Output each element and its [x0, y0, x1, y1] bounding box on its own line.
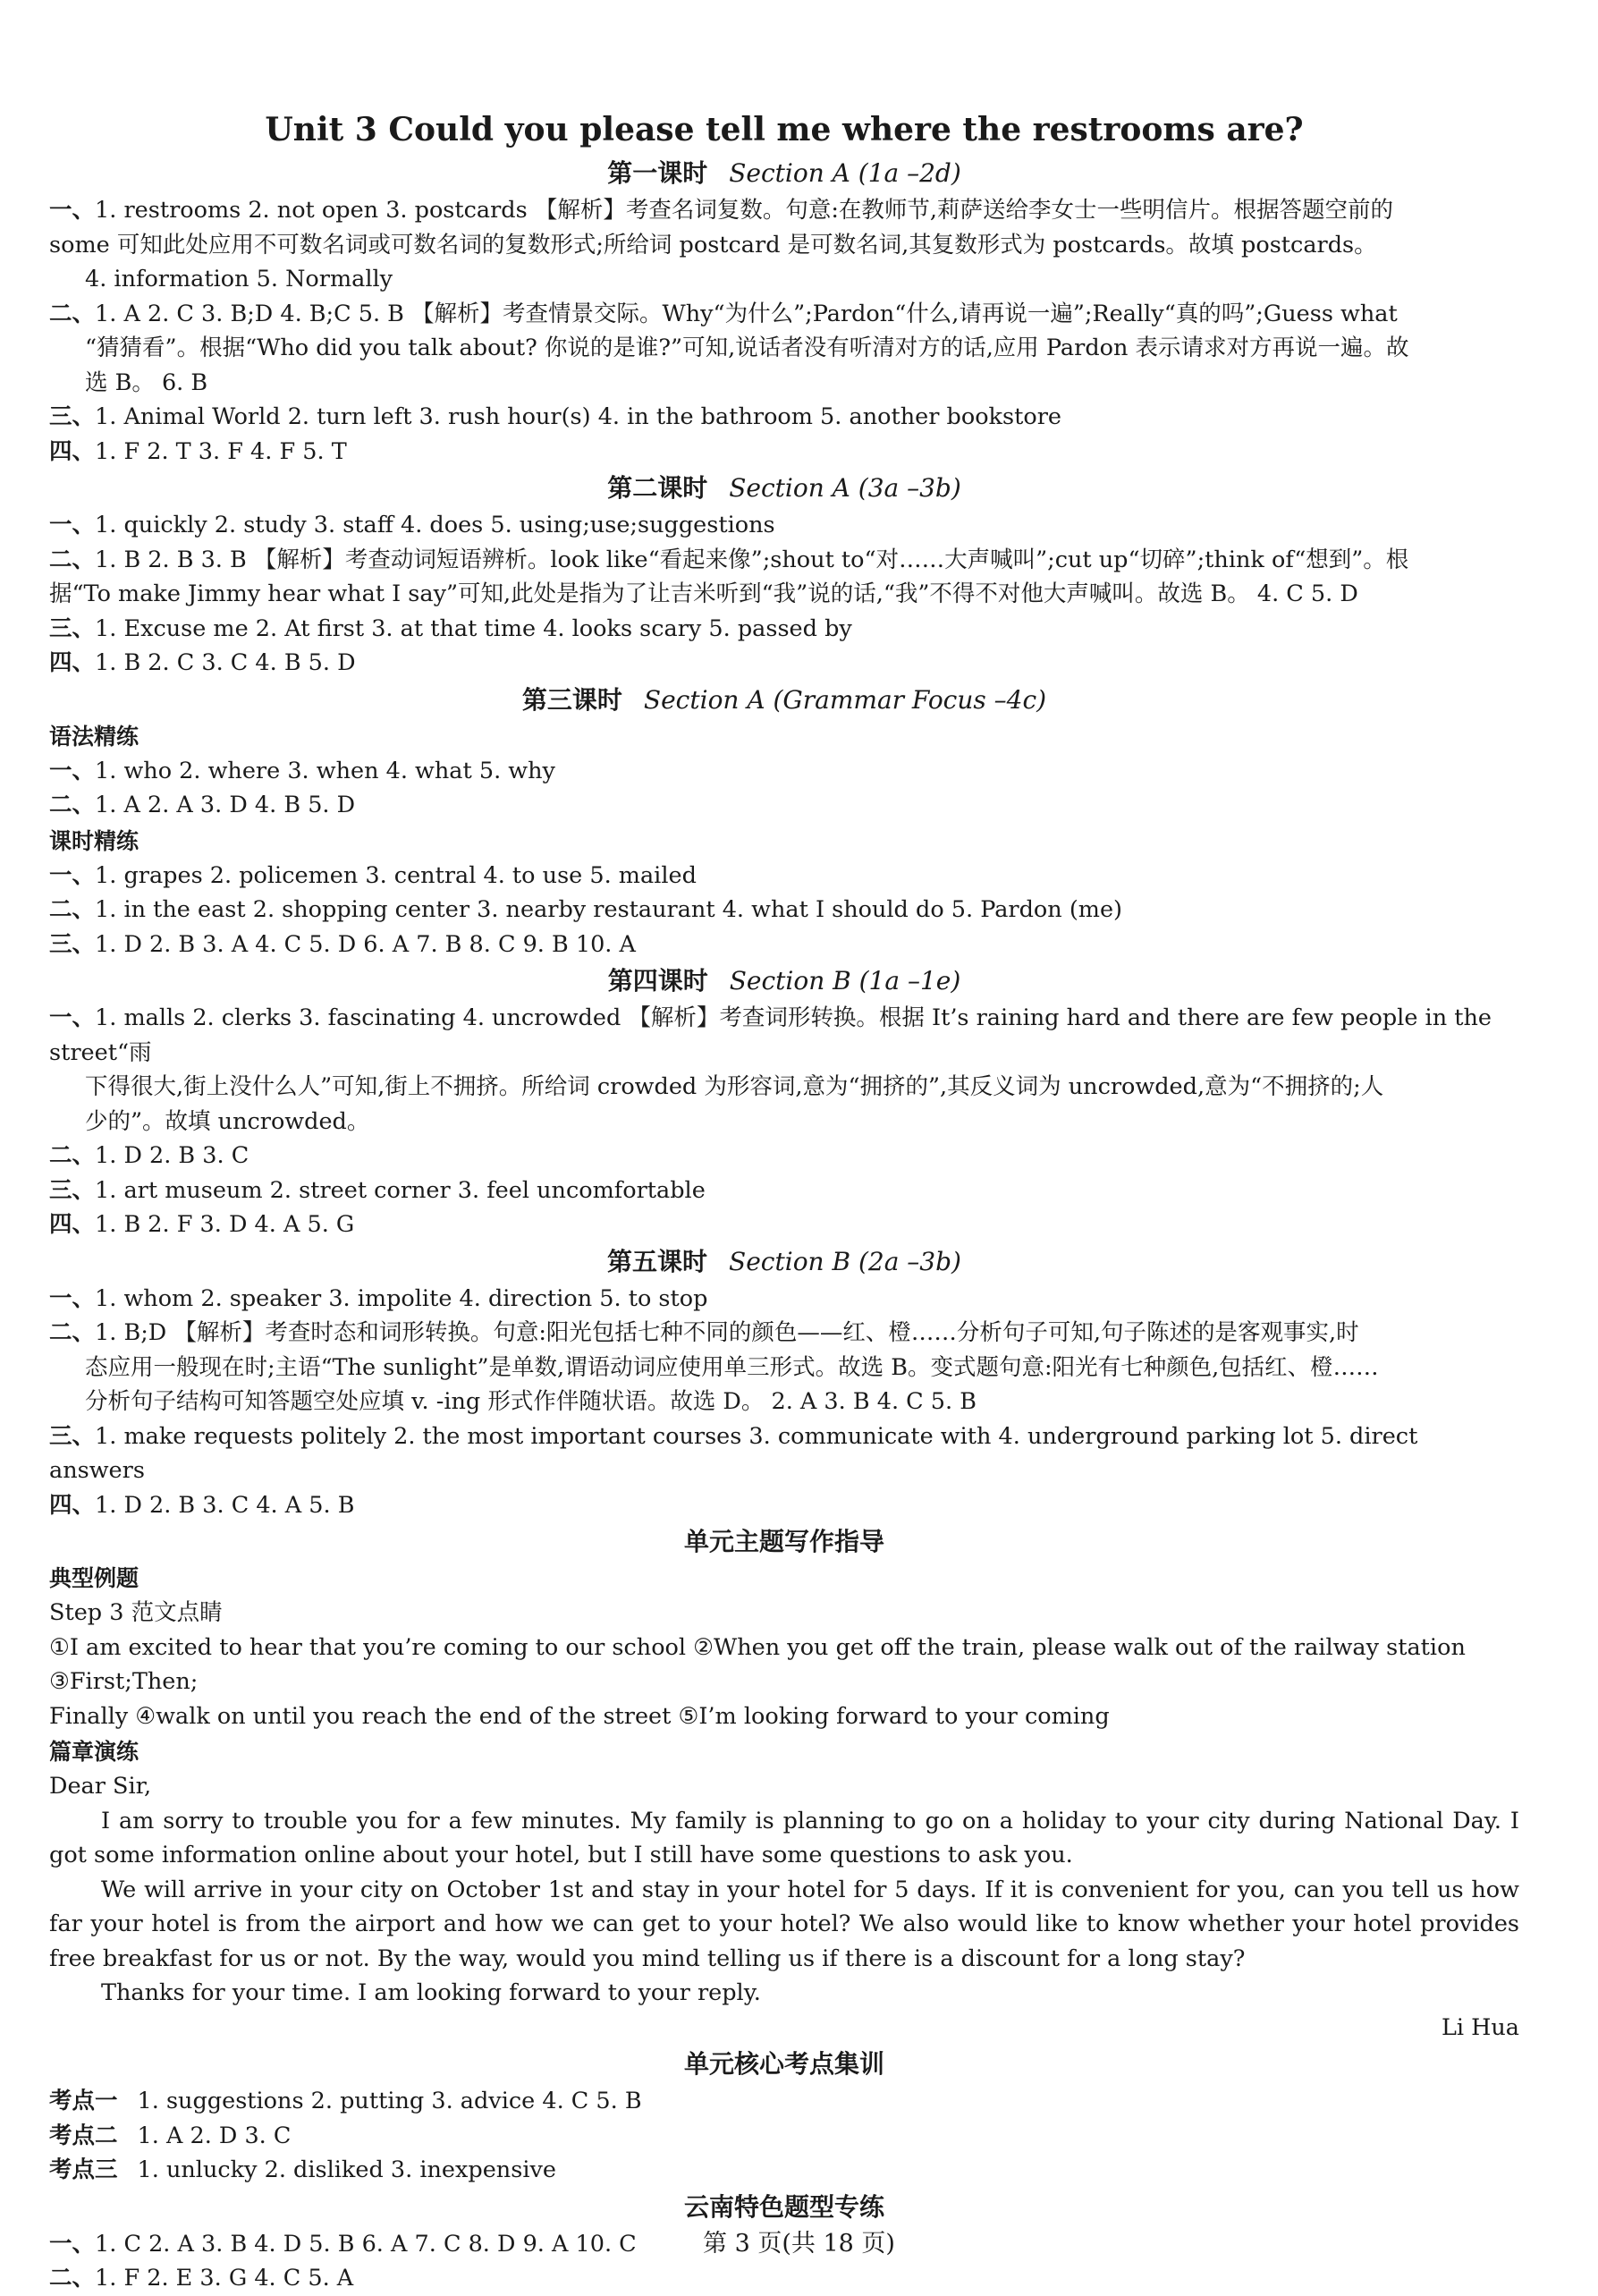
- answer-row: 三、1. Excuse me 2. At first 3. at that time 4. looks scary 5. passed by: [49, 614, 852, 642]
- lesson-1-cn: 第一课时: [607, 158, 708, 188]
- answer-row: 一、1. C 2. A 3. B 4. D 5. B 6. A 7. C 8. D 9. A 10. C: [49, 2230, 637, 2258]
- lesson-1-title: [49, 156, 1519, 191]
- answer-row: some 可知此处应用不可数名词或可数名词的复数形式;所给词 postcard 是可数名词,其复数形式为 postcards。故填 postcards。: [49, 231, 1377, 258]
- answer-row: 二、1. A 2. A 3. D 4. B 5. D: [49, 792, 356, 818]
- lesson-practice-heading: 课时精练: [49, 827, 140, 854]
- letter-signature: Li Hua: [1441, 2013, 1519, 2041]
- unit-title: Unit 3 Could you please tell me where the restrooms are?: [265, 111, 1304, 148]
- answer-row: 二、1. D 2. B 3. C: [49, 1142, 249, 1169]
- lesson-5-section: Section B (2a –3b): [729, 1246, 961, 1276]
- answer-row: 选 B。 6. B: [85, 369, 208, 396]
- lesson-3-section: Section A (Grammar Focus –4c): [643, 684, 1047, 715]
- answer-row: 一、1. malls 2. clerks 3. fascinating 4. uncrowded 【解析】考查词形转换。根据 It’s raining hard and there are few people in the street“雨: [49, 1004, 1500, 1066]
- lesson-3-cn: 第三课时: [521, 684, 622, 715]
- answer-row: “猜猜看”。根据“Who did you talk about? 你说的是谁?”可知,说话者没有听清对方的话,应用 Pardon 表示请求对方再说一遍。故: [85, 335, 1409, 361]
- answer-row: 二、1. F 2. E 3. G 4. C 5. A: [49, 2265, 354, 2292]
- lesson-2-cn: 第二课时: [607, 473, 708, 503]
- answer-row: 三、1. art museum 2. street corner 3. feel uncomfortable: [49, 1176, 706, 1204]
- letter-paragraph: Thanks for your time. I am looking forward to your reply.: [101, 1979, 761, 2006]
- answer-row: 四、1. F 2. T 3. F 4. F 5. T: [49, 437, 347, 465]
- answer-row: 据“To make Jimmy hear what I say”可知,此处是指为了让吉米听到“我”说的话,“我”不得不对他大声喊叫。故选 B。 4. C 5. D: [49, 580, 1358, 607]
- lesson-2-title: [49, 470, 1519, 506]
- letter-greeting: Dear Sir,: [49, 1773, 152, 1800]
- answer-row: 一、1. restrooms 2. not open 3. postcards 【解析】考查名词复数。句意:在教师节,莉萨送给李女士一些明信片。根据答题空前的: [49, 197, 1394, 224]
- answer-row: 少的”。故填 uncrowded。: [85, 1107, 370, 1135]
- answer-row: 三、1. D 2. B 3. A 4. C 5. D 6. A 7. B 8. C 9. B 10. A: [49, 930, 636, 958]
- letter: [49, 1769, 1519, 2045]
- grammar-practice-heading: 语法精练: [49, 723, 140, 750]
- answer-row: 四、1. B 2. F 3. D 4. A 5. G: [49, 1211, 355, 1238]
- answer-row: 二、1. in the east 2. shopping center 3. nearby restaurant 4. what I should do 5. Pardon (me): [49, 896, 1122, 923]
- answer-row: 一、1. who 2. where 3. when 4. what 5. why: [49, 757, 555, 784]
- lesson-1-section: Section A (1a –2d): [729, 158, 961, 188]
- passage-practice-heading: 篇章演练: [49, 1739, 140, 1765]
- example-heading: 典型例题: [49, 1565, 140, 1591]
- page-number: 第 3 页(共 18 页): [703, 2230, 895, 2258]
- lesson-4-title: [49, 963, 1519, 999]
- answer-row: 二、1. B;D 【解析】考查时态和词形转换。句意:阳光包括七种不同的颜色——红、橙……分析句子可知,句子陈述的是客观事实,时: [49, 1319, 1359, 1346]
- answer-row: 三、1. make requests politely 2. the most important courses 3. communicate with 4. underground parking lot 5. direct answers: [49, 1422, 1425, 1484]
- lesson-3-title: [49, 682, 1519, 718]
- answer-row: 四、1. D 2. B 3. C 4. A 5. B: [49, 1491, 355, 1519]
- lesson-3-grammar-answers: [49, 754, 1519, 823]
- answer-row: 二、1. A 2. C 3. B;D 4. B;C 5. B 【解析】考查情景交际。Why“为什么”;Pardon“什么,请再说一遍”;Really“真的吗”;Guess what: [49, 300, 1398, 327]
- lesson-5-title: [49, 1244, 1519, 1280]
- lesson-5-answers: [49, 1282, 1519, 1523]
- answer-row: 一、1. whom 2. speaker 3. impolite 4. direction 5. to stop: [49, 1284, 708, 1312]
- answer-row: 考点三 1. unlucky 2. disliked 3. inexpensive: [49, 2156, 556, 2183]
- answer-row: 二、1. B 2. B 3. B 【解析】考查动词短语辨析。look like“看起来像”;shout to“对……大声喊叫”;cut up“切碎”;think of“想到”。根: [49, 546, 1409, 573]
- lesson-4-section: Section B (1a –1e): [729, 966, 961, 995]
- answer-row: 一、1. grapes 2. policemen 3. central 4. to use 5. mailed: [49, 861, 697, 889]
- lesson-2-answers: [49, 508, 1519, 681]
- step-line: ①I am excited to hear that you’re coming to our school ②When you get off the train, please walk out of the railway station ③First;Then;: [49, 1633, 1466, 1695]
- core-points-title: 单元核心考点集训: [683, 2049, 884, 2079]
- answer-row: 分析句子结构可知答题空处应填 v. -ing 形式作伴随状语。故选 D。 2. A 3. B 4. C 5. B: [85, 1388, 977, 1415]
- answer-row: 四、1. B 2. C 3. C 4. B 5. D: [49, 649, 356, 676]
- answer-row: 下得很大,街上没什么人”可知,街上不拥挤。所给词 crowded 为形容词,意为“拥挤的”,其反义词为 uncrowded,意为“不拥挤的;人: [85, 1073, 1384, 1100]
- letter-paragraph: I am sorry to trouble you for a few minutes. My family is planning to go on a holiday to your city during National Day. I got some information online about your hotel, but I still have some questions to ask you.: [49, 1807, 1519, 1868]
- answer-row: 态应用一般现在时;主语“The sunlight”是单数,谓语动词应使用单三形式。故选 B。变式题句意:阳光有七种颜色,包括红、橙……: [85, 1353, 1379, 1381]
- lesson-1-answers: [49, 193, 1519, 469]
- lesson-5-cn: 第五课时: [607, 1246, 708, 1276]
- yunnan-title: 云南特色题型专练: [683, 2191, 884, 2222]
- core-points-answers: [49, 2084, 1519, 2188]
- answer-row: 考点一 1. suggestions 2. putting 3. advice 4. C 5. B: [49, 2088, 642, 2114]
- answer-row: 三、1. Animal World 2. turn left 3. rush hour(s) 4. in the bathroom 5. another bookstore: [49, 403, 1061, 430]
- answer-row: 考点二 1. A 2. D 3. C: [49, 2122, 292, 2149]
- lesson-4-cn: 第四课时: [607, 966, 708, 995]
- lesson-2-section: Section A (3a –3b): [729, 473, 961, 503]
- writing-guide-title: 单元主题写作指导: [683, 1527, 884, 1556]
- step-label: Step 3 范文点睛: [49, 1599, 223, 1626]
- step-line: Finally ④walk on until you reach the end of the street ⑤I’m looking forward to your coming: [49, 1702, 1110, 1730]
- lesson-4-answers: [49, 1001, 1519, 1242]
- letter-paragraph: We will arrive in your city on October 1st and stay in your hotel for 5 days. If it is convenient for you, can you tell us how far your hotel is from the airport and how we can get to your hotel? We also would like to know whether your hotel provides free breakfast for us or not. By the way, would you mind telling us if there is a discount for a long stay?: [49, 1876, 1519, 1972]
- lesson-3-practice-answers: [49, 859, 1519, 962]
- answer-row: 一、1. quickly 2. study 3. staff 4. does 5. using;use;suggestions: [49, 512, 775, 538]
- answer-row: 4. information 5. Normally: [85, 266, 393, 292]
